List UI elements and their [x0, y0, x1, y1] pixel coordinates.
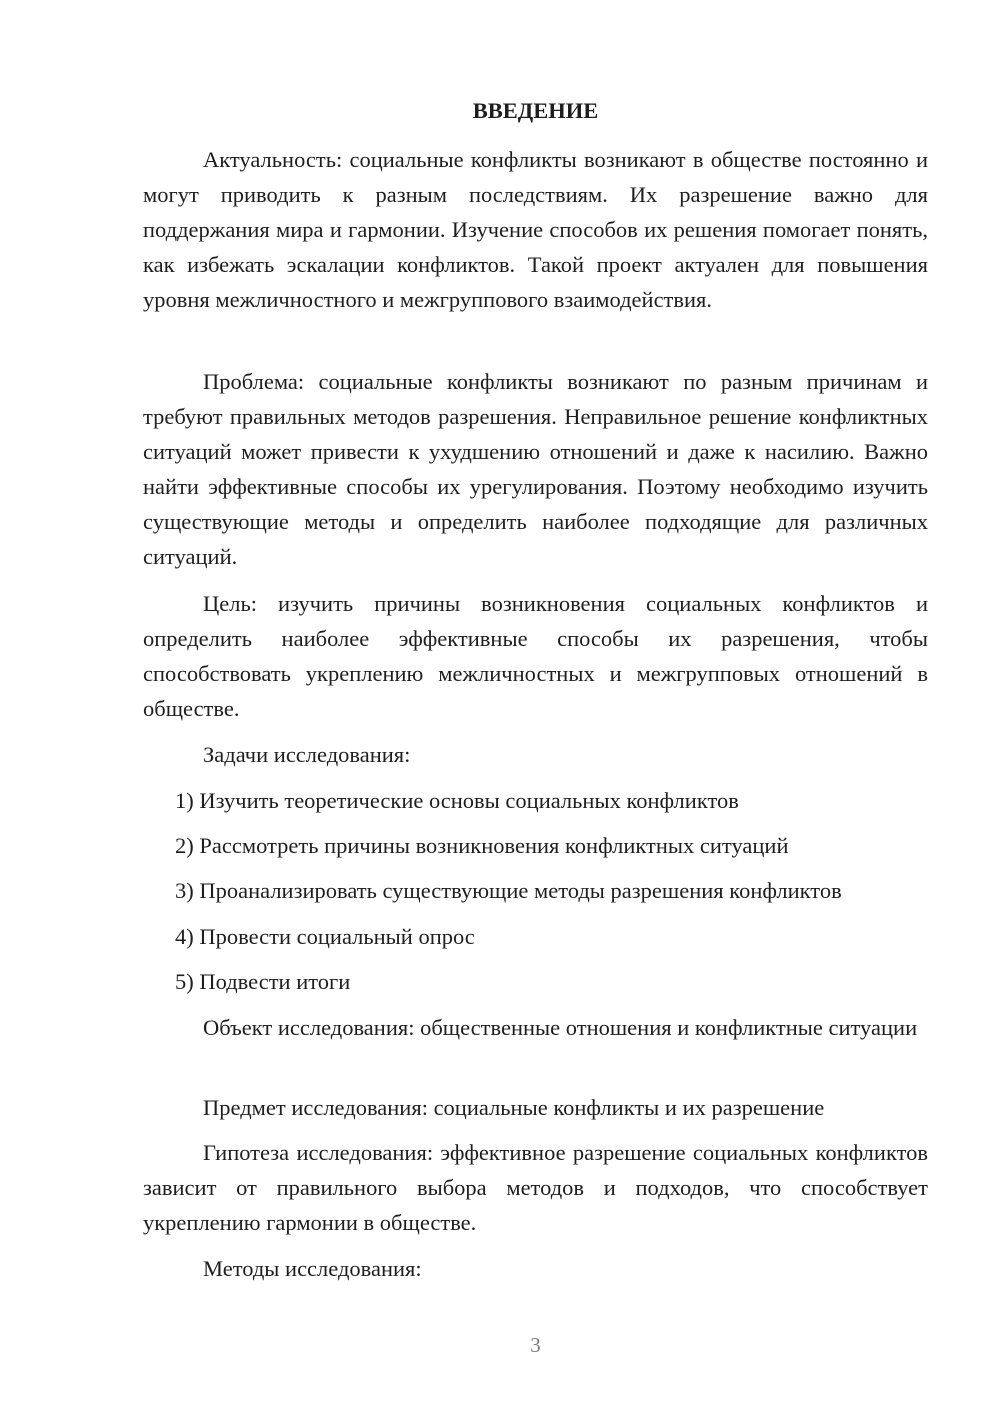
page-title: ВВЕДЕНИЕ	[472, 98, 599, 123]
task-item: 3) Проанализировать существующие методы разрешения конфликтов	[175, 878, 842, 903]
page-number: 3	[530, 1333, 541, 1357]
problem-paragraph: Проблема: социальные конфликты возникают по разным причинам и требуют правильных методов разрешения. Неправильное решение конфликтных ситуаций может привести к ухудшению отношений и даже к насилию. Важно найти эффективные способы их урегулирования. Поэтому необходимо изучить существующие методы и определить наиболее подходящие для различных ситуаций.	[143, 369, 928, 569]
object-paragraph: Объект исследования: общественные отношения и конфликтные ситуации	[203, 1015, 918, 1040]
subject-paragraph: Предмет исследования: социальные конфликты и их разрешение	[203, 1095, 825, 1120]
tasks-heading: Задачи исследования:	[203, 742, 411, 767]
document-page	[143, 0, 928, 1414]
hypothesis-paragraph: Гипотеза исследования: эффективное разрешение социальных конфликтов зависит от правильного выбора методов и подходов, что способствует укреплению гармонии в обществе.	[143, 1140, 928, 1235]
task-item: 4) Провести социальный опрос	[175, 924, 475, 949]
task-item: 5) Подвести итоги	[175, 969, 351, 994]
relevance-paragraph: Актуальность: социальные конфликты возникают в обществе постоянно и могут приводить к разным последствиям. Их разрешение важно для поддержания мира и гармонии. Изучение способов их решения помогает понять, как избежать эскалации конфликтов. Такой проект актуален для повышения уровня межличностного и межгруппового взаимодействия.	[143, 147, 928, 312]
task-item: 1) Изучить теоретические основы социальных конфликтов	[175, 788, 739, 813]
task-item: 2) Рассмотреть причины возникновения конфликтных ситуаций	[175, 833, 789, 858]
methods-heading: Методы исследования:	[203, 1256, 422, 1281]
goal-paragraph: Цель: изучить причины возникновения социальных конфликтов и определить наиболее эффективные способы их разрешения, чтобы способствовать укреплению межличностных и межгрупповых отношений в обществе.	[143, 591, 928, 721]
